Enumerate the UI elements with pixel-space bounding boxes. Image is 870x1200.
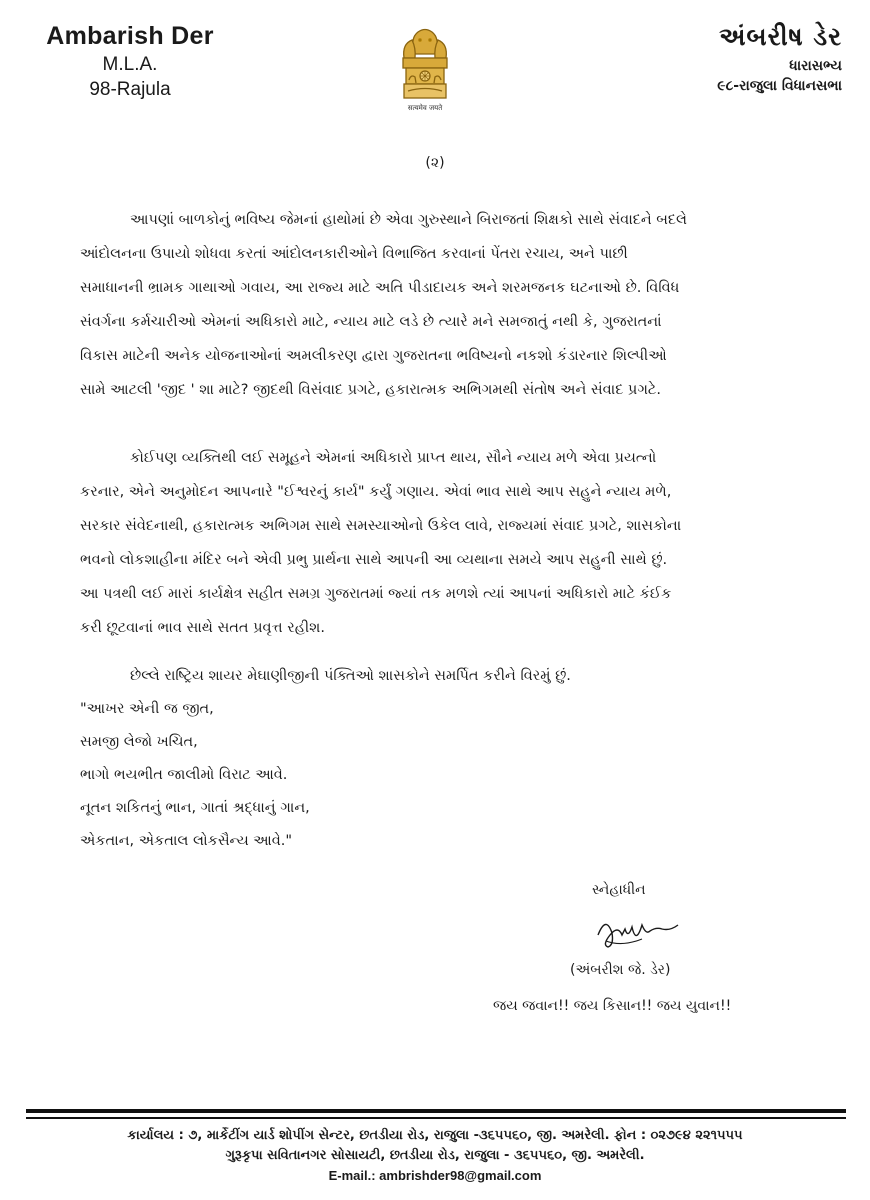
paragraph-line: કરી છૂટવાનાં ભાવ સાથે સતત પ્રવૃત્ત રહીશ. <box>80 620 325 636</box>
paragraph-line: સરકાર સંવેદનાથી, હકારાત્મક અભિગમ સાથે સમસ્યાઓનો ઉકેલ લાવે, રાજ્યમાં સંવાદ પ્રગટે, શાસકોના <box>80 518 682 534</box>
poem-line: સમજી લેજો ખચિત, <box>80 734 198 750</box>
poem-line: એકતાન, એકતાલ લોકસૈન્ય આવે." <box>80 833 293 849</box>
residence-address-line: ગુરૂકૃપા સવિતાનગર સોસાયટી, છતડીયા રોડ, રાજુલા - ૩૬૫૫૬૦, જી. અમરેલી. <box>225 1148 645 1163</box>
footer-divider-thin <box>26 1117 846 1119</box>
paragraph-line: સામે આટલી 'જીદ ' શા માટે? જીદથી વિસંવાદ પ્રગટે, હકારાત્મક અભિગમથી સંતોષ અને સંવાદ પ્રગટે. <box>80 382 661 398</box>
page-number: (૨) <box>425 155 445 171</box>
mla-name-english: Ambarish Der <box>46 22 214 50</box>
paragraph-line: વિકાસ માટેની અનેક યોજનાઓનાં અમલીકરણ દ્વારા ગુજરાતના ભવિષ્યનો નકશો કંડારનાર શિલ્પીઓ <box>80 348 667 364</box>
office-address-line: કાર્યાલય : ૭, માર્કેટીંગ યાર્ડ શોપીંગ સેન્ટર, છતડીયા રોડ, રાજુલા -૩૬૫૫૬૦, જી. અમરેલી. ફોન : ૦૨૭૯૪ ૨૨૧૫૫૫ <box>127 1128 743 1143</box>
paragraph-line: કોઈપણ વ્યક્તિથી લઈ સમૂહને એમનાં અધિકારો પ્રાપ્ત થાય, સૌને ન્યાય મળે એવા પ્રયત્નો <box>130 450 657 466</box>
paragraph-line: છેલ્લે રાષ્ટ્રિય શાયર મેઘાણીજીની પંક્તિઓ શાસકોને સમર્પિત કરીને વિરમું છું. <box>130 668 571 684</box>
closing-slogan: જય જવાન!! જય કિસાન!! જય યુવાન!! <box>493 998 732 1014</box>
paragraph-line: ભવનો લોકશાહીના મંદિર બને એવી પ્રભુ પ્રાર્થના સાથે આપની આ વ્યથાના સમયે આપ સહુની સાથે છું. <box>80 552 668 568</box>
signer-name: (અંબરીશ જે. ડેર) <box>570 962 671 978</box>
paragraph-line: આપણાં બાળકોનું ભવિષ્ય જેમનાં હાથોમાં છે એવા ગુરુસ્થાને બિરાજતાં શિક્ષકો સાથે સંવાદને બદલે <box>130 212 687 228</box>
paragraph-line: કરનાર, એને અનુમોદન આપનારે "ઈશ્વરનું કાર્ય" કર્યું ગણાય. એવાં ભાવ સાથે આપ સહુને ન્યાય મળે, <box>80 484 672 500</box>
constituency-gujarati: ૯૮-રાજુલા વિધાનસભા <box>717 78 842 94</box>
emblem-motto: सत्यमेव जयते <box>407 104 443 112</box>
constituency-english: 98-Rajula <box>89 79 171 100</box>
poem-line: ભાગો ભયભીત જાલીમો વિરાટ આવે. <box>80 767 288 783</box>
signature-icon <box>592 905 682 957</box>
mla-title-english: M.L.A. <box>102 54 158 75</box>
paragraph-line: આંદોલનના ઉપાયો શોધવા કરતાં આંદોલનકારીઓને વિભાજિત કરવાનાં પેંતરા રચાય, અને પાછી <box>80 246 628 262</box>
paragraph-1 <box>80 203 800 407</box>
poem-line: "આખર એની જ જીત, <box>80 701 214 717</box>
footer-address <box>0 1126 870 1186</box>
mla-title-gujarati: ધારાસભ્ય <box>789 58 842 74</box>
letterhead-gujarati <box>632 22 842 94</box>
footer-divider-thick <box>26 1109 846 1113</box>
sign-off: સ્નેહાધીન <box>592 882 646 898</box>
paragraph-2 <box>80 441 800 645</box>
mla-name-gujarati: અંબરીષ ડેર <box>719 22 842 51</box>
email-address: E-mail.: ambrishder98@gmail.com <box>328 1168 542 1183</box>
national-emblem-icon <box>396 24 454 110</box>
letterhead-english <box>30 22 230 101</box>
poem <box>80 693 310 858</box>
paragraph-line: આ પત્રથી લઈ મારાં કાર્યક્ષેત્ર સહીત સમગ્ર ગુજરાતમાં જ્યાં તક મળશે ત્યાં આપનાં અધિકારો માટે કંઈક <box>80 586 672 602</box>
paragraph-line: સંવર્ગના કર્મચારીઓ એમનાં અધિકારો માટે, ન્યાય માટે લડે છે ત્યારે મને સમજાતું નથી કે, ગુજરાતનાં <box>80 314 662 330</box>
poem-line: નૂતન શકિતનું ભાન, ગાતાં શ્રદ્ધાનું ગાન, <box>80 800 310 816</box>
paragraph-line: સમાધાનની ભ્રામક ગાથાઓ ગવાય, આ રાજ્ય માટે અતિ પીડાદાયક અને શરમજનક ઘટનાઓ છે. વિવિધ <box>80 280 680 296</box>
paragraph-3 <box>80 659 800 693</box>
